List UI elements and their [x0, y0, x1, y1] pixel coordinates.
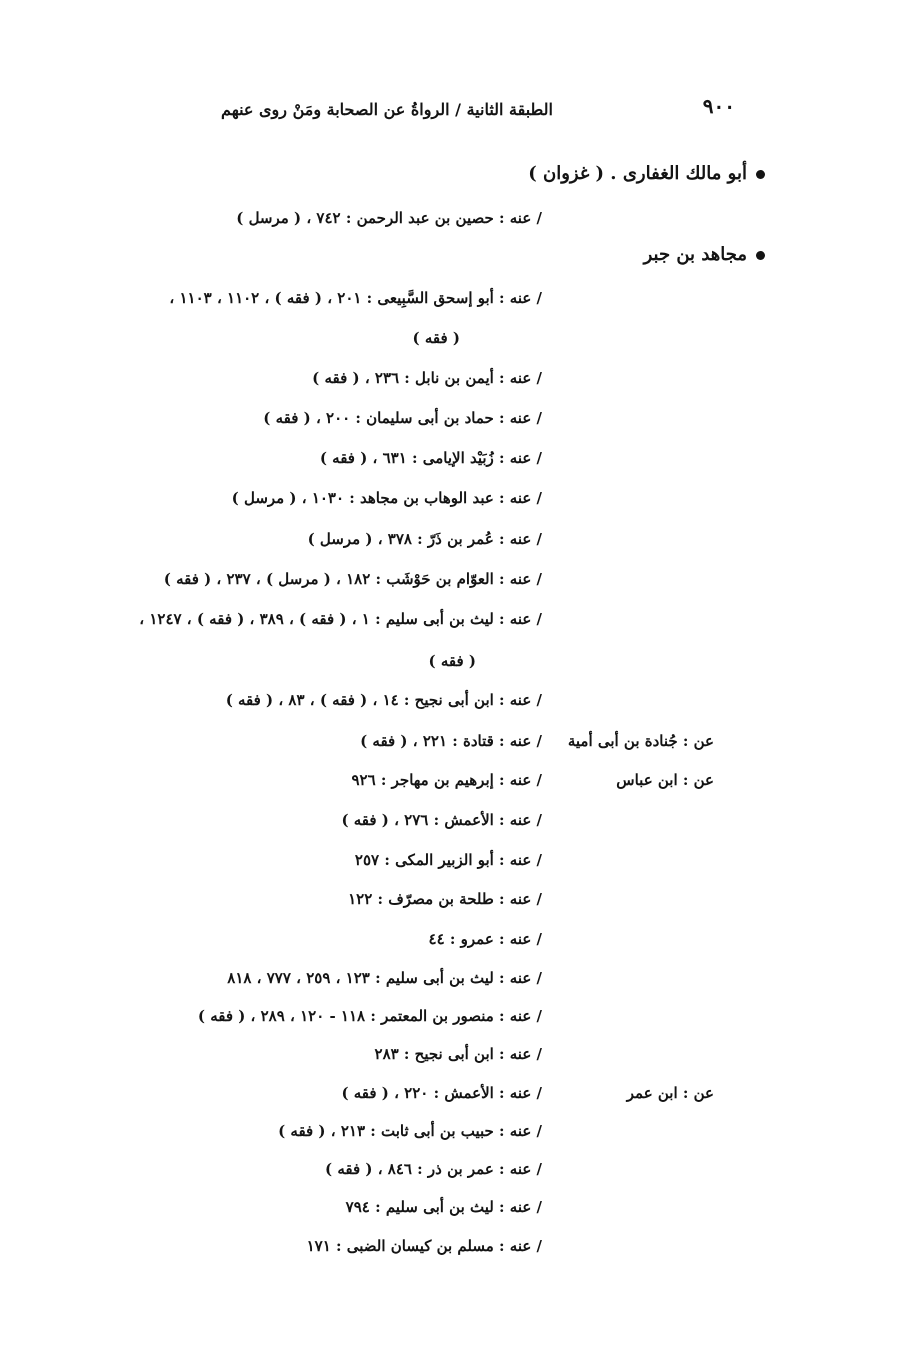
entry-heading: أبو مالك الغفارى . ( غزوان ): [528, 163, 747, 184]
narrator-line: / عنه : عُمر بن ذَرّ : ٣٧٨ ، ( مرسل ): [307, 530, 542, 548]
source-companion: عن : ابن عباس: [616, 771, 714, 789]
narrator-line: / عنه : الأعمش : ٢٧٦ ، ( فقه ): [341, 811, 542, 829]
narrator-line: / عنه : ابن أبى نجيح : ١٤ ، ( فقه ) ، ٨٣ ، ( فقه ): [225, 691, 542, 709]
bullet-icon: [756, 170, 765, 179]
narrator-line: / عنه : حماد بن أبى سليمان : ٢٠٠ ، ( فقه ): [263, 409, 542, 427]
narrator-line: / عنه : العوّام بن حَوْشَب : ١٨٢ ، ( مرسل ) ، ٢٣٧ ، ( فقه ): [163, 570, 542, 588]
narrator-line: / عنه : قتادة : ٢٢١ ، ( فقه ): [360, 732, 542, 750]
bullet-icon: [756, 251, 765, 260]
narrator-line: / عنه : مسلم بن كيسان الضبى : ١٧١: [306, 1237, 542, 1255]
narrator-line: / عنه : طلحة بن مصرّف : ١٢٢: [348, 890, 542, 908]
source-companion: عن : ابن عمر: [626, 1084, 714, 1102]
narrator-line: / عنه : الأعمش : ٢٢٠ ، ( فقه ): [341, 1084, 542, 1102]
page-number: ٩٠٠: [702, 94, 735, 118]
narrator-line: / عنه : أبو الزبير المكى : ٢٥٧: [354, 851, 542, 869]
narrator-line: / عنه : ابن أبى نجيح : ٢٨٣: [374, 1045, 542, 1063]
narrator-line: / عنه : عبد الوهاب بن مجاهد : ١٠٣٠ ، ( مرسل ): [231, 489, 542, 507]
narrator-line: / عنه : حصين بن عبد الرحمن : ٧٤٢ ، ( مرسل ): [236, 209, 542, 227]
narrator-line: / عنه : أيمن بن نابل : ٢٣٦ ، ( فقه ): [312, 369, 542, 387]
running-title: الطبقة الثانية / الرواةُ عن الصحابة ومَنْ روى عنهم: [221, 100, 553, 119]
narrator-line: / عنه : إبرهيم بن مهاجر : ٩٢٦: [351, 771, 542, 789]
entry-heading: مجاهد بن جبر: [643, 244, 747, 265]
narrator-line: / عنه : منصور بن المعتمر : ١١٨ - ١٢٠ ، ٢٨٩ ، ( فقه ): [197, 1007, 542, 1025]
narrator-line: / عنه : أبو إسحق السَّبِيعى : ٢٠١ ، ( فقه ) ، ١١٠٢ ، ١١٠٣ ،: [169, 289, 542, 307]
narrator-line: / عنه : ليث بن أبى سليم : ١ ، ( فقه ) ، ٣٨٩ ، ( فقه ) ، ١٢٤٧ ،: [139, 610, 542, 628]
source-companion: عن : جُنادة بن أبى أمية: [567, 732, 714, 750]
narrator-line: / عنه : ليث بن أبى سليم : ٧٩٤: [345, 1198, 542, 1216]
narrator-line: / عنه : ليث بن أبى سليم : ١٢٣ ، ٢٥٩ ، ٧٧٧ ، ٨١٨: [227, 969, 542, 987]
narrator-line: / عنه : عمر بن ذر : ٨٤٦ ، ( فقه ): [325, 1160, 542, 1178]
narrator-line: / عنه : عمرو : ٤٤: [428, 930, 542, 948]
narrator-line: / عنه : حبيب بن أبى ثابت : ٢١٣ ، ( فقه ): [278, 1122, 542, 1140]
narrator-line-continuation: ( فقه ): [412, 329, 460, 347]
narrator-line-continuation: ( فقه ): [428, 652, 476, 670]
narrator-line: / عنه : زُبَيْد الإيامى : ٦٣١ ، ( فقه ): [319, 449, 542, 467]
